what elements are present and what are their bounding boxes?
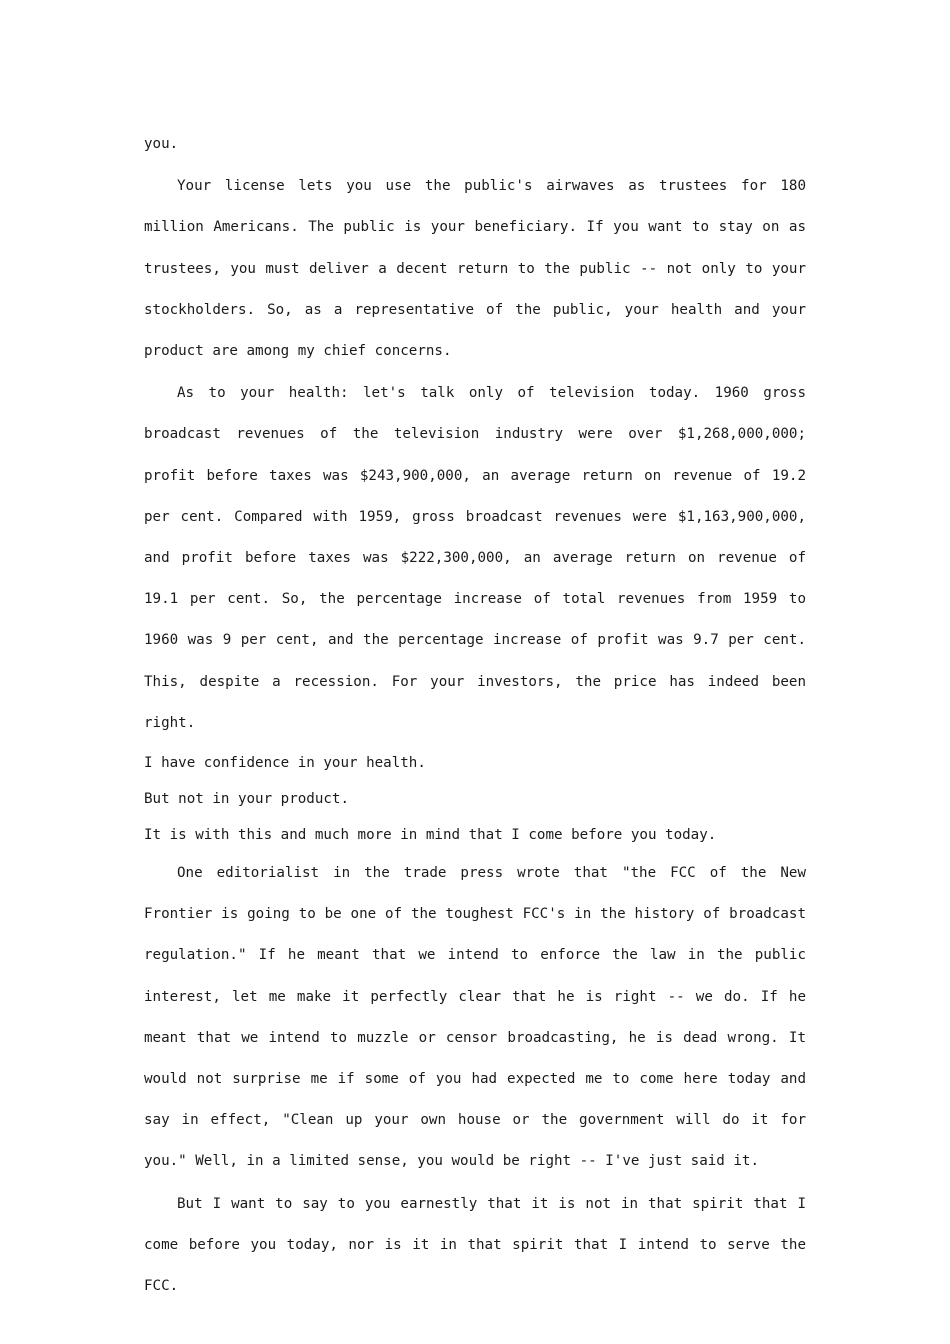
paragraph-earnestly: But I want to say to you earnestly that it is not in that spirit that I come before you today, nor is it in that spirit that I intend to serve the FCC. [144,1195,806,1295]
document-body [144,124,806,1308]
paragraph-editorialist: One editorialist in the trade press wrote that "the FCC of the New Frontier is going to be one of the toughest FCC's in the history of broadcast regulation." If he meant that we intend to enforce the law in the public interest, let me make it perfectly clear that he is right -- we do. If he meant that we intend to muzzle or censor broadcasting, he is dead wrong. It would not surprise me if some of you had expected me to come here today and say in effect, "Clean up your own house or the government will do it for you." Well, in a limited sense, you would be right -- I've just said it. [144,865,806,1170]
line-in-mind: It is with this and much more in mind that I come before you today. [144,827,717,844]
paragraph-health: As to your health: let's talk only of television today. 1960 gross broadcast revenues of the television industry were over $1,268,000,000; profit before taxes was $243,900,000, an average return on revenue of 19.2 per cent. Compared with 1959, gross broadcast revenues were $1,163,900,000, and profit before taxes was $222,300,000, an average return on revenue of 19.1 per cent. So, the percentage increase of total revenues from 1959 to 1960 was 9 per cent, and the percentage increase of profit was 9.7 per cent. This, despite a recession. For your investors, the price has indeed been right. [144,385,806,731]
line-product: But not in your product. [144,791,349,808]
paragraph-license: Your license lets you use the public's airwaves as trustees for 180 million Americans. The public is your beneficiary. If you want to stay on as trustees, you must deliver a decent return to the public -- not only to your stockholders. So, as a representative of the public, your health and your product are among my chief concerns. [144,178,806,360]
paragraph-continuation: you. [144,136,179,152]
line-confidence: I have confidence in your health. [144,755,426,772]
